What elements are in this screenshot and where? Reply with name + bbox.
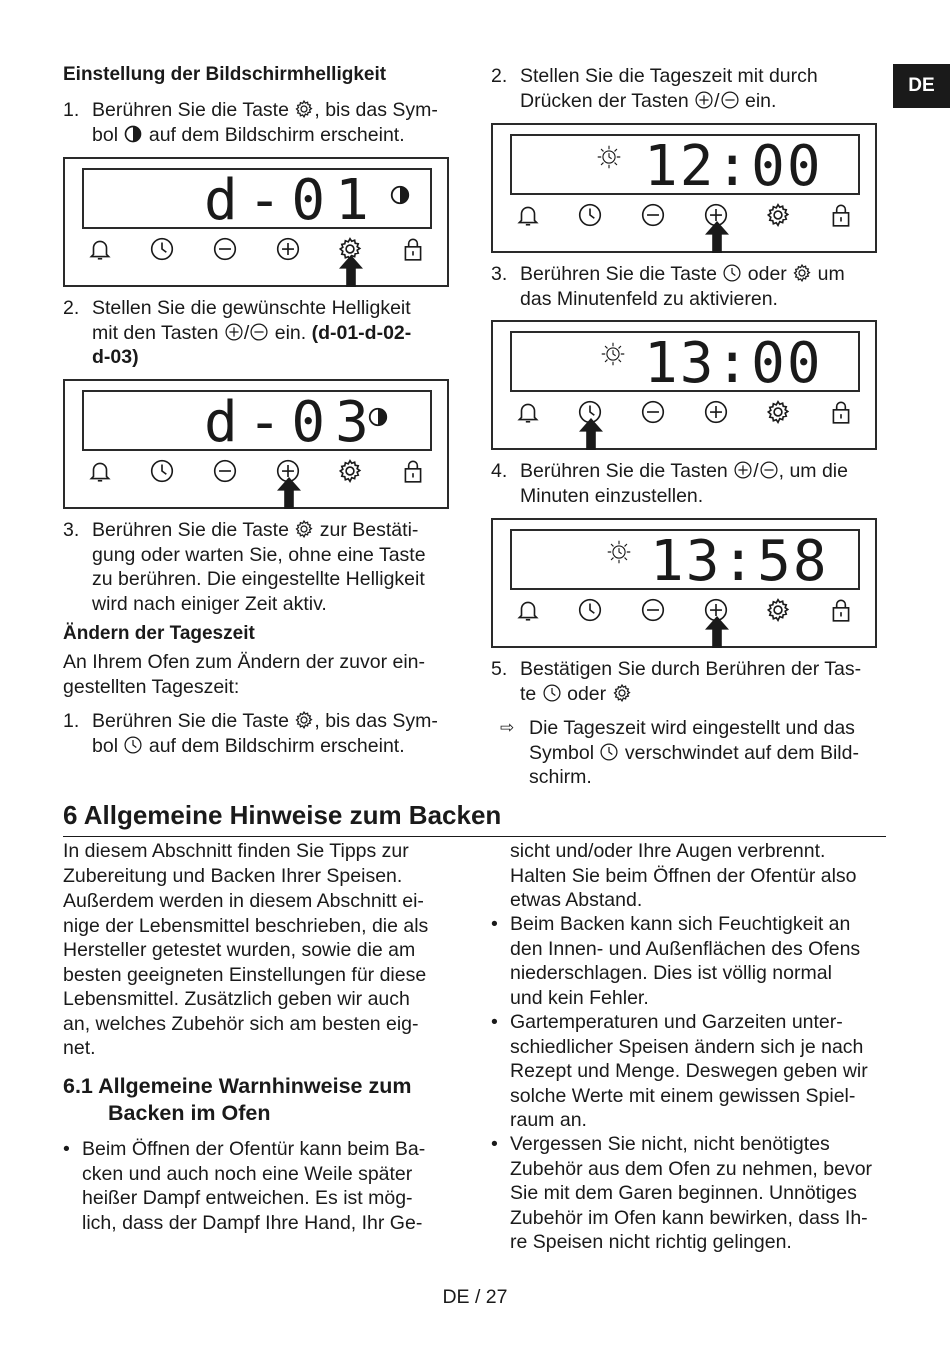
step-text: Drücken der Tasten (520, 89, 695, 112)
bullet-line: Vergessen Sie nicht, nicht benötigtes (510, 1133, 830, 1155)
step-number: 3. (63, 519, 80, 541)
step-text: Bestätigen Sie durch Berühren der Tas- (520, 658, 862, 680)
step-text: ein. (739, 89, 777, 112)
plus-icon (703, 399, 729, 425)
bullet-line: Beim Backen kann sich Feuchtigkeit an (510, 913, 851, 935)
step-text: Berühren Sie die Taste (92, 99, 295, 121)
step-text: Stellen Sie die Tageszeit mit durch (520, 65, 818, 87)
minus-icon (640, 597, 666, 623)
para-line: nige der Lebensmittel beschrieben, die als (63, 914, 429, 937)
step-text: bol (92, 123, 124, 146)
minus-icon (212, 236, 238, 262)
display-screen (82, 390, 432, 455)
clock-icon (149, 458, 175, 484)
step-text: te (520, 682, 542, 705)
bullet-line: re Speisen nicht richtig gelingen. (510, 1231, 792, 1253)
step-text: , bis das Sym- (314, 710, 438, 732)
pointer-arrow-icon (275, 477, 303, 509)
bullet-line: niederschlagen. Dies ist völlig normal (510, 962, 832, 984)
bullet-line: cken und auch noch eine Weile später (82, 1162, 413, 1185)
lock-icon (400, 458, 426, 484)
step-text: ein. (269, 321, 312, 344)
clock-icon (123, 735, 143, 755)
display-digits: d-01 (204, 168, 379, 233)
minus-icon (759, 460, 779, 480)
gear-icon (612, 683, 632, 703)
section-divider (63, 836, 886, 837)
page-number: DE / 27 (442, 1286, 508, 1308)
step-text: auf dem Bildschirm erscheint. (143, 734, 405, 757)
step-text: mit den Tasten (92, 321, 224, 344)
bullet-line: und kein Fehler. (510, 986, 649, 1009)
pointer-arrow-icon (337, 255, 365, 287)
bullet-line: Halten Sie beim Öffnen der Ofentür also (510, 864, 857, 887)
bell-icon (87, 458, 113, 484)
step-text: zu berühren. Die eingestellte Helligkeit (92, 568, 425, 590)
language-tab: DE (893, 64, 950, 108)
pointer-arrow-icon (577, 418, 605, 450)
clock-icon (599, 742, 619, 762)
step-text: um (812, 263, 845, 285)
step-text: Berühren Sie die Taste (92, 519, 295, 541)
display-screen (510, 331, 860, 396)
para-line: besten geeigneten Einstellungen für diese (63, 963, 427, 986)
gear-icon (792, 263, 812, 283)
display-digits: d-03 (204, 390, 379, 455)
display-digits: 12:00 (644, 134, 823, 199)
step-text: Berühren Sie die Tasten (520, 460, 734, 482)
bullet-line: sicht und/oder Ihre Augen verbrennt. (510, 840, 826, 862)
result-text: verschwindet auf dem Bild- (619, 741, 859, 764)
clock-icon (577, 597, 603, 623)
plus-icon (694, 90, 714, 110)
minus-icon (212, 458, 238, 484)
para-line: Außerdem werden in diesem Abschnitt ei- (63, 890, 424, 912)
subsection-title (63, 1073, 411, 1127)
lock-icon (828, 597, 854, 623)
bullet-line: schiedlicher Speisen ändern sich je nach (510, 1035, 864, 1058)
bullet-line: Gartemperaturen und Garzeiten unter- (510, 1011, 843, 1033)
bullet-line: etwas Abstand. (510, 889, 643, 911)
step-text: / (243, 321, 250, 344)
bullet-line: lich, dass der Dampf Ihre Hand, Ihr Ge- (82, 1211, 423, 1234)
bullet-line: Beim Öffnen der Ofentür kann beim Ba- (82, 1138, 426, 1160)
display-screen (510, 134, 860, 199)
display-digits: 13:00 (644, 331, 823, 396)
bullet-dot: • (491, 913, 498, 935)
display-screen (510, 529, 860, 594)
gear-icon (337, 458, 363, 484)
step-text: bol (92, 734, 124, 757)
blinking-clock-icon (596, 144, 622, 170)
intro-line: gestellten Tageszeit: (63, 675, 240, 698)
display-digits: 13:58 (650, 529, 829, 594)
step-text: / (753, 460, 759, 482)
result-text: Die Tageszeit wird eingestellt und das (529, 717, 855, 739)
step-text: Stellen Sie die gewünschte Helligkeit (92, 297, 411, 319)
lock-icon (400, 236, 426, 262)
step-number: 4. (491, 460, 508, 482)
control-panel-diagram (491, 518, 877, 648)
result-arrow-icon: ⇨ (500, 718, 515, 738)
step-number: 1. (63, 710, 80, 732)
plus-icon (224, 322, 244, 342)
bullet-dot: • (63, 1138, 70, 1160)
bell-icon (515, 399, 541, 425)
step-text: / (714, 89, 720, 112)
control-panel-diagram (491, 320, 877, 450)
section-intro (63, 839, 463, 888)
blinking-clock-icon (600, 341, 626, 367)
step-text: Berühren Sie die Taste (520, 263, 723, 285)
control-panel-diagram (491, 123, 877, 253)
half-circle-brightness-icon (123, 124, 143, 144)
gear-icon (294, 99, 314, 119)
section-paragraph (63, 889, 463, 1061)
step-text: oder (742, 263, 793, 285)
bullet-dot: • (491, 1011, 498, 1033)
control-panel-diagram (63, 157, 449, 287)
blinking-clock-icon (606, 539, 632, 565)
bell-icon (515, 597, 541, 623)
pointer-arrow-icon (703, 221, 731, 253)
step-text: zur Bestäti- (314, 519, 419, 541)
minus-icon (249, 322, 269, 342)
lock-icon (828, 399, 854, 425)
minus-icon (640, 399, 666, 425)
bullet-line: heißer Dampf entweichen. Es ist mög- (82, 1187, 413, 1209)
section-title: 6 Allgemeine Hinweise zum Backen (63, 800, 502, 830)
clock-icon (542, 683, 562, 703)
plus-icon (275, 236, 301, 262)
list-item-continuation (510, 839, 890, 913)
para-line: Hersteller getestet wurden, sowie die am (63, 939, 416, 961)
para-line: an, welches Zubehör sich am besten eig- (63, 1012, 419, 1035)
step-text: oder (561, 682, 612, 705)
step-text: gung oder warten Sie, ohne eine Taste (92, 543, 426, 566)
gear-icon (294, 710, 314, 730)
display-screen (82, 168, 432, 233)
step-text: , bis das Sym- (314, 99, 438, 121)
bullet-line: solche Werte mit einem gewissen Spiel- (510, 1084, 856, 1107)
para-line: In diesem Abschnitt finden Sie Tipps zur (63, 840, 409, 862)
bullet-line: den Innen- und Außenflächen des Ofens (510, 937, 861, 960)
step-text-bold: (d-01-d-02- (311, 321, 412, 344)
gear-icon (294, 519, 314, 539)
step-text: , um die (778, 460, 848, 482)
bullet-line: Rezept und Menge. Deswegen geben wir (510, 1060, 868, 1082)
clock-icon (722, 263, 742, 283)
result-text: schirm. (529, 766, 592, 788)
minus-icon (640, 202, 666, 228)
gear-icon (765, 399, 791, 425)
bullet-dot: • (491, 1133, 498, 1155)
half-circle-brightness-icon (389, 184, 411, 206)
gear-icon (765, 202, 791, 228)
lock-icon (828, 202, 854, 228)
subsection-title-line: 6.1 Allgemeine Warnhinweise zum (63, 1074, 412, 1098)
step-text: auf dem Bildschirm erscheint. (143, 123, 405, 146)
para-line: Lebensmittel. Zusätzlich geben wir auch (63, 988, 410, 1010)
step-text: das Minutenfeld zu aktivieren. (520, 287, 778, 310)
clock-icon (577, 202, 603, 228)
gear-icon (765, 597, 791, 623)
time-heading: Ändern der Tageszeit (63, 623, 255, 644)
bullet-line: Zubehör im Ofen kann bewirken, dass Ih- (510, 1206, 868, 1229)
time-intro (63, 650, 463, 699)
minus-icon (720, 90, 740, 110)
bullet-line: Zubehör aus dem Ofen zu nehmen, bevor (510, 1157, 873, 1180)
result-text: Symbol (529, 741, 600, 764)
bell-icon (87, 236, 113, 262)
bullet-line: raum an. (510, 1109, 587, 1131)
brightness-heading: Einstellung der Bildschirmhelligkeit (63, 64, 387, 85)
clock-icon (149, 236, 175, 262)
intro-line: An Ihrem Ofen zum Ändern der zuvor ein- (63, 651, 425, 673)
control-panel-diagram (63, 379, 449, 509)
bullet-line: Sie mit dem Garen beginnen. Unnötiges (510, 1182, 857, 1204)
half-circle-brightness-icon (367, 406, 389, 428)
step-number: 1. (63, 99, 80, 121)
step-number: 3. (491, 263, 508, 285)
plus-icon (733, 460, 753, 480)
step-text-bold: d-03) (92, 346, 139, 368)
step-text: wird nach einiger Zeit aktiv. (92, 592, 327, 615)
step-text: Berühren Sie die Taste (92, 710, 295, 732)
subsection-title-line: Backen im Ofen (108, 1101, 271, 1125)
step-number: 5. (491, 658, 508, 680)
para-line: Zubereitung und Backen Ihrer Speisen. (63, 864, 403, 887)
step-text: Minuten einzustellen. (520, 484, 704, 507)
step-number: 2. (63, 297, 80, 319)
para-line: net. (63, 1037, 96, 1059)
pointer-arrow-icon (703, 616, 731, 648)
bell-icon (515, 202, 541, 228)
step-number: 2. (491, 65, 508, 87)
